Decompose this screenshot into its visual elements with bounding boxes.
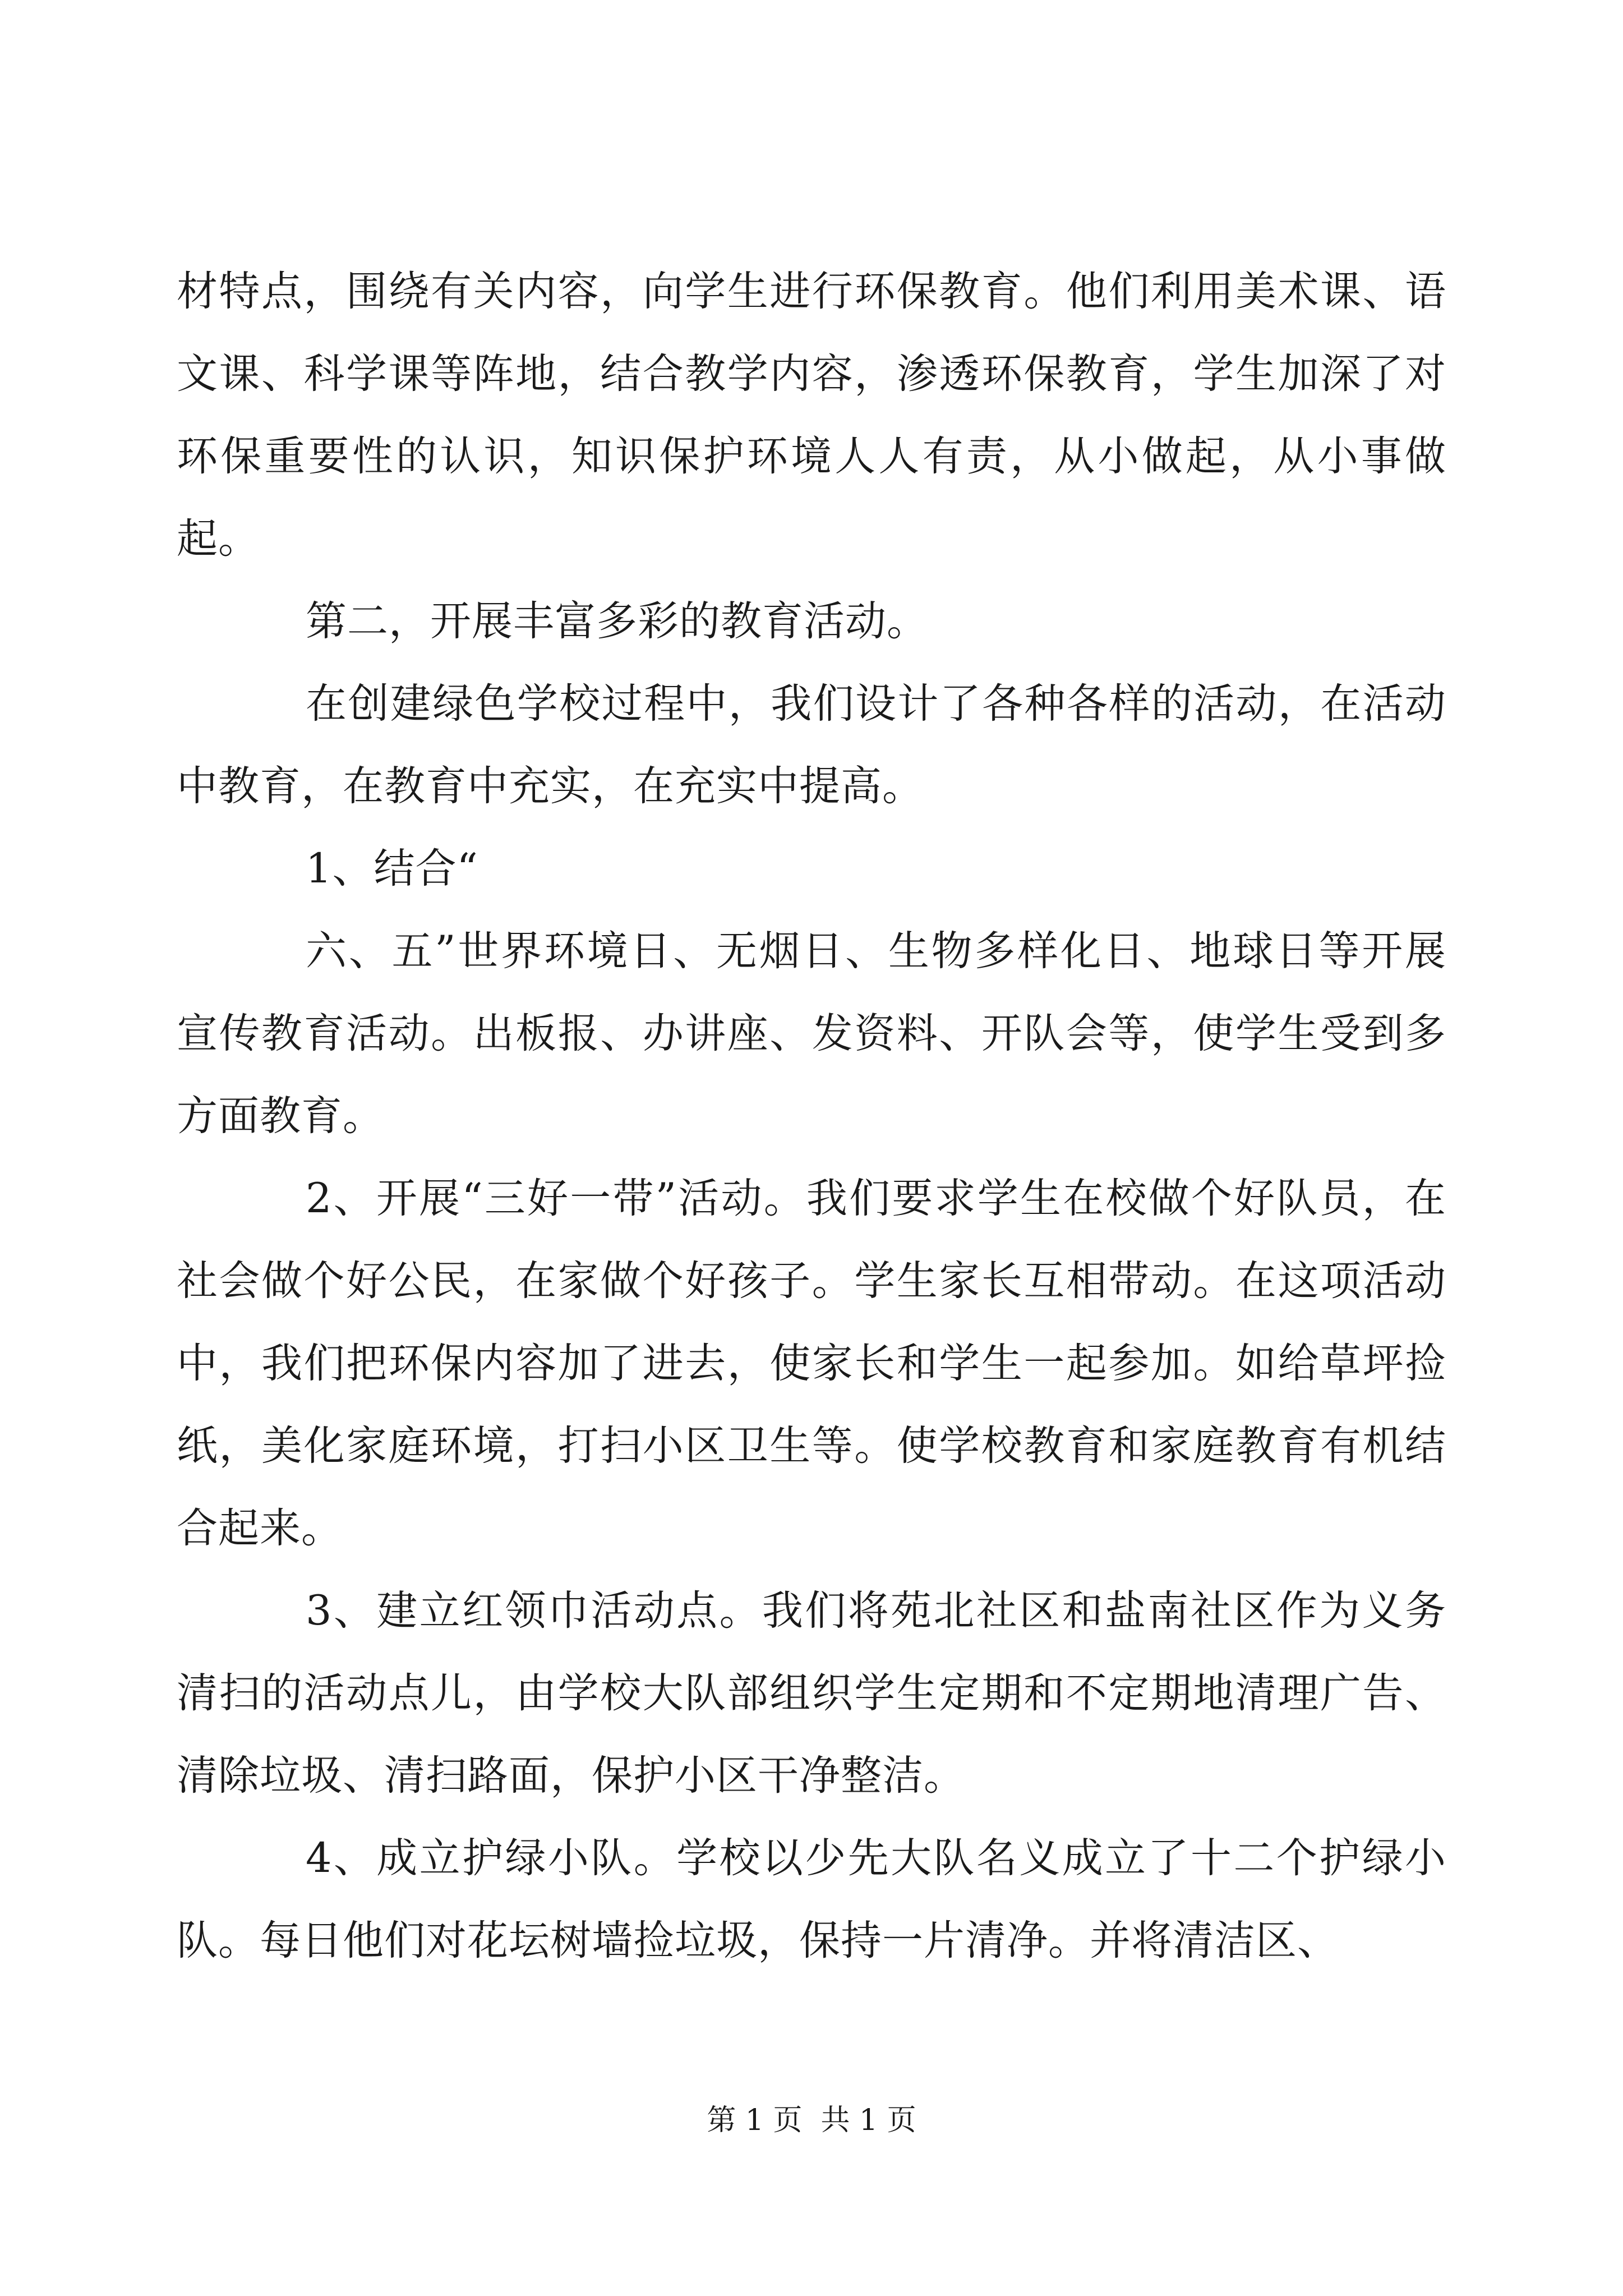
paragraph-3: 在创建绿色学校过程中，我们设计了各种各样的活动，在活动中教育，在教育中充实，在充实中提高。 xyxy=(177,680,1446,810)
paragraph-7: 3、建立红领巾活动点。我们将苑北社区和盐南社区作为义务清扫的活动点儿，由学校大队部组织学生定期和不定期地清理广告、清除垃圾、清扫路面，保护小区干净整洁。 xyxy=(177,1587,1446,1800)
paragraph-6: 2、开展“三好一带”活动。我们要求学生在校做个好队员，在社会做个好公民，在家做个好孩子。学生家长互相带动。在这项活动中，我们把环保内容加了进去，使家长和学生一起参加。如给草坪捡纸，美化家庭环境，打扫小区卫生等。使学校教育和家庭教育有机结合起来。 xyxy=(177,1175,1446,1552)
paragraph-1: 材特点，围绕有关内容，向学生进行环保教育。他们利用美术课、语文课、科学课等阵地，结合教学内容，渗透环保教育，学生加深了对环保重要性的认识，知识保护环境人人有责，从小做起，从小事做起。 xyxy=(177,268,1446,563)
paragraph-2-heading: 第二，开展丰富多彩的教育活动。 xyxy=(306,597,928,645)
document-body xyxy=(177,250,1446,1982)
paragraph-5: 六、五”世界环境日、无烟日、生物多样化日、地球日等开展宣传教育活动。出板报、办讲座、发资料、开队会等，使学生受到多方面教育。 xyxy=(177,927,1446,1140)
page-footer: 第 1 页 共 1 页 xyxy=(707,2104,916,2137)
paragraph-4: 1、结合“ xyxy=(306,845,478,892)
paragraph-8: 4、成立护绿小队。学校以少先大队名义成立了十二个护绿小队。每日他们对花坛树墙捡垃圾，保持一片清净。并将清洁区、 xyxy=(177,1834,1446,1964)
